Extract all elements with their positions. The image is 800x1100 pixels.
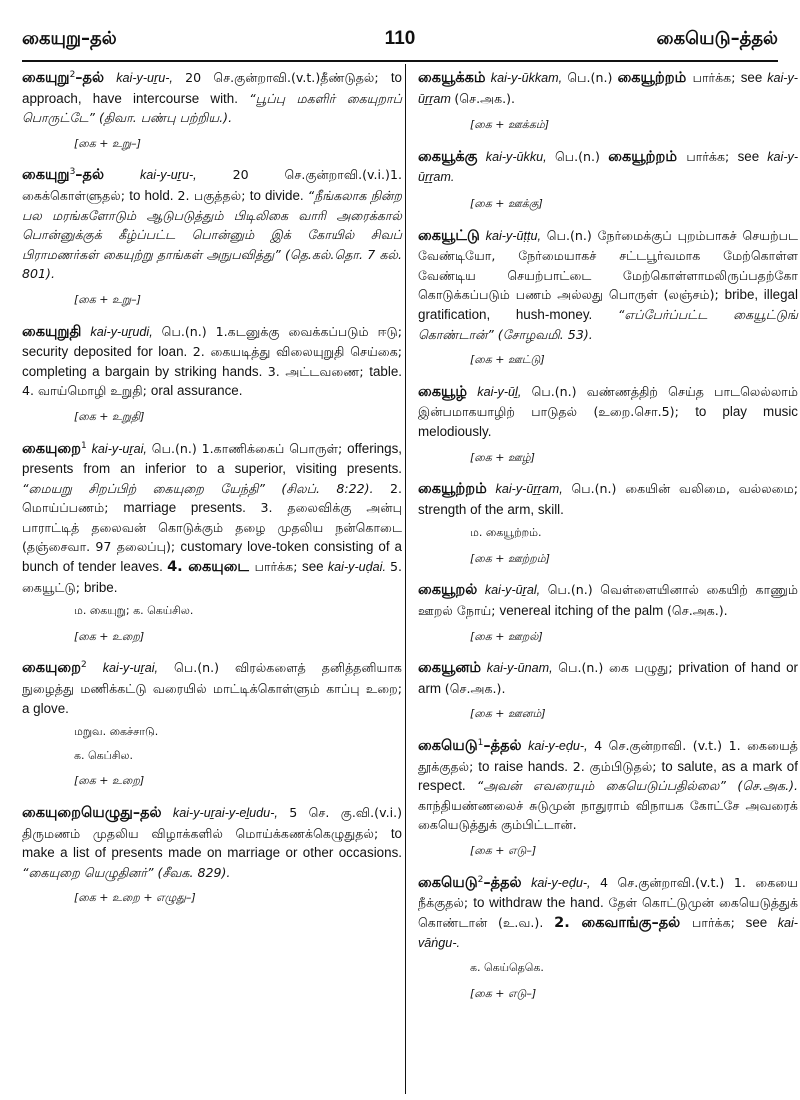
entry-body (418, 68, 798, 109)
tamil-gloss: (செ.அக.). (454, 90, 516, 106)
tamil-gloss: விரல்களைத் தனித்தனியாக நுழைத்து மணிக்கட்டு வரையில் மாட்டிக்கொள்ளும் காப்பு உறை; (22, 660, 402, 697)
headword: கையூழ் (418, 383, 468, 400)
headword: கையூறல் (418, 582, 478, 599)
homograph-number: 2 (81, 660, 87, 671)
tamil-gloss: 1. கையைத் தூக்குதல்; (418, 738, 798, 774)
tamil-gloss: திருமணம் முதலிய விழாக்களில் மொய்க்கணக்கெழுதுதல்; (22, 825, 391, 841)
tamil-gloss: கையின் வலிமை, வல்லமை; (625, 481, 798, 497)
dictionary-entry (418, 873, 798, 1004)
homograph-number: 3 (69, 167, 76, 178)
headword: கையெடு (418, 874, 478, 891)
etymology: [கை + எடு–] (470, 844, 537, 857)
citation-quote: “கையுறை யெழுதினர்” (சீவக. 829). (22, 864, 231, 880)
tamil-gloss: பார்க்க; (692, 70, 741, 85)
transliteration: kai-y-ūkkam, (490, 71, 563, 85)
dictionary-entry (418, 147, 798, 214)
etymology: [கை + ஊக்கம்] (470, 118, 550, 132)
etymology: [கை + ஊற்றம்] (470, 551, 550, 565)
tamil-gloss: பார்க்க; (692, 914, 746, 930)
dictionary-entry (418, 382, 798, 467)
english-gloss: to play music melodiously. (418, 404, 799, 439)
right-column (418, 68, 798, 1015)
english-gloss: completing a bargain by striking hands. (22, 363, 268, 379)
running-head (22, 28, 778, 58)
transliteration: kai-y-ūṟṟam. (418, 149, 799, 185)
transliteration: kai-y-ūnam, (486, 661, 553, 676)
entry-body (418, 580, 798, 620)
tamil-gloss: வெள்ளையினால் கையிற் காணும் ஊறல் நோய்; (418, 582, 798, 619)
transliteration: kai-y-ūkku, (485, 149, 547, 164)
grammar-label: பெ.(n.) (552, 660, 609, 676)
etymology: [கை + உறு–] (74, 292, 141, 306)
grammar-label: 5 செ. கு.வி.(v.i.) (277, 805, 402, 820)
tamil-gloss: 4. வாய்மொழி உறுதி; (22, 383, 151, 399)
tamil-gloss: 3. தலைவிக்கு அன்பு பாராட்டித் தலைவன் கொடுக்கும் தழை முதலிய நன்கொடை (தஞ்சைவா. 97 தலைப்பு); (22, 500, 402, 555)
citation-quote: “நீங்கலாக நின்ற பல மரங்களோடும் ஆடுபடுத்தும் பிடிலிகை வாரி அரைக்கால் பொன்னுக்குக் கீழ்ப்பட்ட பொன்னும் இக் கோயில் சிவப் பிராமணர்கள் கையுற்று தாங்கள் அநுபவித்து” (தெ.கல்.தொ. 7 கல். 801). (22, 187, 402, 282)
etymology: [கை + உறு–] (74, 136, 141, 150)
english-gloss: to raise hands. (478, 758, 573, 774)
tamil-gloss: 2. கையடித்து விலையுறுதி செய்கை; (192, 344, 402, 360)
etymology: [கை + ஊழ்] (470, 450, 535, 464)
cross-reference: கையூற்றம் (608, 148, 687, 165)
tamil-gloss: 3. அட்டவணை; (267, 363, 370, 379)
english-gloss: marriage presents. (123, 500, 261, 516)
tamil-gloss: (செ.அக.). (444, 680, 506, 696)
english-gloss: customary love-token consisting of a bunch of tender leaves. (22, 539, 402, 575)
tamil-gloss: நேர்மைக்குப் புறம்பாகச் செயற்பட வேண்டியோ, நேர்மையாகச் சட்டபூர்வமாக மேற்கொள்ள வேண்டிய செயற்பாட்டை மேற்கொள்ளாமலிருப்பதற்கோ கொடுக்கப்படும் பணம் அல்லது பொருள் (லஞ்சம்); (418, 227, 798, 303)
english-gloss: bribe. (83, 579, 118, 595)
etymology: [கை + ஊனம்] (470, 707, 546, 721)
homograph-number: 1 (81, 440, 87, 451)
english-gloss: to make a list of presents made on marriage or other occasions. (22, 825, 402, 861)
etymology: [கை + உறுதி] (74, 409, 145, 423)
header-left-guideword: கையுறு–தல் (22, 28, 117, 49)
tamil-gloss: 1.கடனுக்கு வைக்கப்படும் ஈடு; (215, 323, 402, 339)
tamil-gloss: காந்தியண்ணலைச் சுடுமுன் நாதுராம் விநாயக கோட்சே அவரைக் கையெடுத்துக் கும்பிட்டான். (418, 797, 798, 833)
tamil-gloss: தேள் கொட்டுமுன் கையெடுத்துக் கொண்டான் (உ.வ.). (418, 895, 799, 930)
transliteration: kai-y-ūṟṟam (418, 71, 798, 106)
dictionary-entry (22, 439, 402, 647)
headword: கையுறு (22, 167, 70, 184)
grammar-label: பெ.(n.) (152, 323, 216, 339)
dictionary-entry (22, 322, 402, 427)
header-rule (22, 60, 778, 62)
dictionary-entry (418, 479, 798, 568)
transliteration: kai-y-uṟai, (102, 661, 159, 676)
column-divider (405, 64, 406, 1094)
entry-body (418, 382, 798, 442)
headword: கையுறை (22, 440, 82, 457)
etymology: [கை + உறை] (74, 774, 145, 788)
headword: கையுறை (22, 660, 82, 677)
transliteration: kai-vāṅgu-. (418, 915, 798, 951)
entry-body (22, 658, 402, 718)
english-gloss: to salute, as a mark of respect. (418, 758, 798, 794)
entry-body (22, 803, 402, 882)
english-gloss: table. (369, 363, 402, 379)
dictionary-entry (22, 68, 402, 153)
transliteration: kai-y-eḍu-, (531, 875, 591, 890)
transliteration: kai-y-uṟu-, (139, 168, 197, 183)
tamil-gloss: 1. கைக்கொள்ளுதல்; (22, 167, 402, 203)
cross-reference: கையூற்றம் (617, 70, 693, 86)
grammar-label: பெ.(n.) (521, 383, 587, 399)
transliteration: kai-y-uṟudi, (90, 324, 153, 339)
transliteration: kai-y-uṟai-y-eḻudu-, (172, 806, 278, 820)
grammar-label: பெ.(n.) (562, 481, 626, 497)
english-gloss: to hold. (129, 187, 178, 203)
tamil-gloss: 5. கையூட்டு; (22, 559, 403, 595)
transliteration: kai-y-ūḻ, (477, 384, 522, 399)
cognate-note: க. கெய்தெகெ. (470, 960, 544, 974)
etymology: [கை + உறை + எழுது–] (74, 891, 196, 905)
cognate-note: ம. கையுறு; க. கெய்சில. (74, 604, 194, 618)
grammar-label: பெ.(n.) (546, 148, 609, 164)
entry-body (418, 479, 798, 519)
english-gloss: oral assurance. (150, 383, 243, 399)
headword: கையூனம் (418, 660, 482, 677)
headword-suffix: –தல் (75, 70, 105, 86)
dictionary-entry (418, 226, 798, 370)
transliteration: kai-y-ūṟal, (484, 583, 541, 598)
cognate-note: ம. கையூற்றம். (470, 526, 542, 540)
headword: கையுறையெழுது (22, 805, 133, 821)
english-gloss: to approach, have intercourse with. (22, 70, 402, 106)
entry-body (418, 873, 798, 954)
cognate-note: க. கெப்சில. (74, 748, 134, 762)
etymology: [கை + உறை] (74, 629, 145, 643)
citation-quote: “மையறு சிறப்பிற் கையுறை யேந்தி” (சிலப். 8:22). (22, 480, 390, 496)
dictionary-entry (418, 580, 798, 646)
citation-quote: “எப்பேர்ப்பட்ட கையூட்டுங் கொண்டான்” (சோழவமி. 53). (418, 306, 798, 342)
grammar-label: பெ.(n.) (540, 582, 601, 598)
headword-suffix: –தல் (132, 805, 162, 821)
english-gloss: privation of hand or arm (418, 660, 798, 696)
english-gloss: bribe, illegal gratification, hush-money. (418, 287, 798, 322)
headword: கையூட்டு (418, 227, 480, 244)
left-column (22, 68, 402, 920)
tamil-gloss: 2. கும்பிடுதல்; (572, 758, 662, 774)
headword: கையுறுதி (22, 323, 82, 340)
tamil-gloss: 2. பகுத்தல்; (177, 187, 250, 203)
dictionary-entry (22, 165, 402, 309)
tamil-gloss: 2. மொய்ப்பணம்; (22, 480, 402, 516)
etymology: [கை + ஊறல்] (470, 629, 543, 643)
homograph-number: 2 (477, 874, 484, 885)
entry-body (22, 322, 402, 401)
grammar-label: பெ.(n.) (540, 227, 598, 243)
english-gloss: security deposited for loan. (22, 344, 193, 360)
cognate-note: மறுவ. கைச்சாடு. (74, 725, 159, 739)
headword: கையூக்கு (418, 148, 478, 165)
transliteration: kai-y-eḍu-, (528, 739, 588, 754)
dictionary-entry (418, 68, 798, 135)
dictionary-entry (22, 658, 402, 791)
headword: கையூற்றம் (418, 481, 487, 498)
english-gloss: offerings, presents from an inferior to a superior, visiting presents. (22, 440, 402, 477)
entry-body (418, 147, 798, 188)
grammar-label: பெ.(n.) (158, 660, 235, 676)
transliteration: kai-y-ūṭṭu, (485, 228, 541, 243)
dictionary-entry (418, 736, 798, 861)
homograph-number: 1 (477, 737, 484, 748)
grammar-label: பெ.(n.) (146, 440, 202, 456)
english-gloss: see (302, 559, 328, 575)
etymology: [கை + ஊட்டு] (470, 353, 545, 367)
headword: கையுறு (22, 70, 70, 86)
headword-suffix: –தல் (75, 167, 105, 184)
entry-body (22, 439, 402, 598)
english-gloss: to withdraw the hand. (473, 895, 609, 911)
english-gloss: see (745, 914, 778, 930)
english-gloss: see (740, 70, 768, 85)
headword: கையூக்கம் (418, 70, 486, 86)
citation-quote: “அவன் எவரையும் கையெடுப்பதில்லை” (செ.அக.). (476, 778, 799, 794)
etymology: [கை + ஊக்கு] (470, 196, 543, 210)
headword-suffix: –த்தல் (483, 874, 522, 891)
grammar-label: 20 செ.குன்றாவி.(v.t.) (172, 70, 321, 85)
transliteration: kai-y-uṟai, (91, 441, 147, 456)
transliteration: kai-y-uṟu-, (116, 71, 173, 85)
entry-body (418, 736, 798, 835)
tamil-gloss: 1. கையை நீக்குதல்; (418, 874, 798, 911)
english-gloss: see (737, 148, 768, 164)
entry-body (22, 165, 402, 284)
transliteration: kai-y-uḍai. (327, 560, 390, 575)
english-gloss: a glove. (22, 700, 69, 716)
english-gloss: venereal itching of the palm (499, 603, 668, 619)
cross-reference: 4. கையுடை (167, 559, 255, 576)
homograph-number: 2 (69, 69, 76, 80)
citation-quote: “பூப்பு மகளிர் கையுறாப் பொருட்டே” (திவா. பண்பு பற்றிய.). (22, 90, 402, 126)
etymology: [கை + எடு–] (470, 986, 537, 1000)
tamil-gloss: 1.காணிக்கைப் பொருள்; (201, 440, 348, 456)
dictionary-entry (418, 658, 798, 724)
dictionary-entry (22, 803, 402, 908)
tamil-gloss: கை பழுது; (608, 660, 679, 676)
page-number: 110 (384, 28, 416, 49)
tamil-gloss: வண்ணத்திற் செய்த பாடலெல்லாம் இன்பமாகயாழிற் பாடுதல் (உறை.சொ.5); (418, 383, 798, 420)
english-gloss: strength of the arm, skill. (418, 501, 564, 517)
tamil-gloss: தீண்டுதல்; (320, 70, 391, 85)
header-right-guideword: கையெடு–த்தல் (656, 28, 778, 49)
grammar-label: 4 செ.குன்றாவி. (v.t.) (587, 738, 729, 754)
grammar-label: பெ.(n.) (562, 70, 618, 85)
english-gloss: to divide. (249, 187, 308, 203)
grammar-label: 4 செ.குன்றாவி.(v.t.) (590, 874, 734, 890)
grammar-label: 20 செ.குன்றாவி.(v.i.) (196, 167, 390, 183)
transliteration: kai-y-ūṟṟam, (495, 482, 563, 497)
cross-reference: 2. கைவாங்கு–தல் (554, 914, 692, 931)
tamil-gloss: (செ.அக.). (667, 603, 728, 619)
entry-body (22, 68, 402, 128)
tamil-gloss: பார்க்க; (254, 559, 302, 575)
headword: கையெடு (418, 738, 478, 755)
headword-suffix: –த்தல் (483, 738, 522, 755)
tamil-gloss: பார்க்க; (686, 148, 738, 164)
entry-body (418, 226, 798, 345)
entry-body (418, 658, 798, 698)
